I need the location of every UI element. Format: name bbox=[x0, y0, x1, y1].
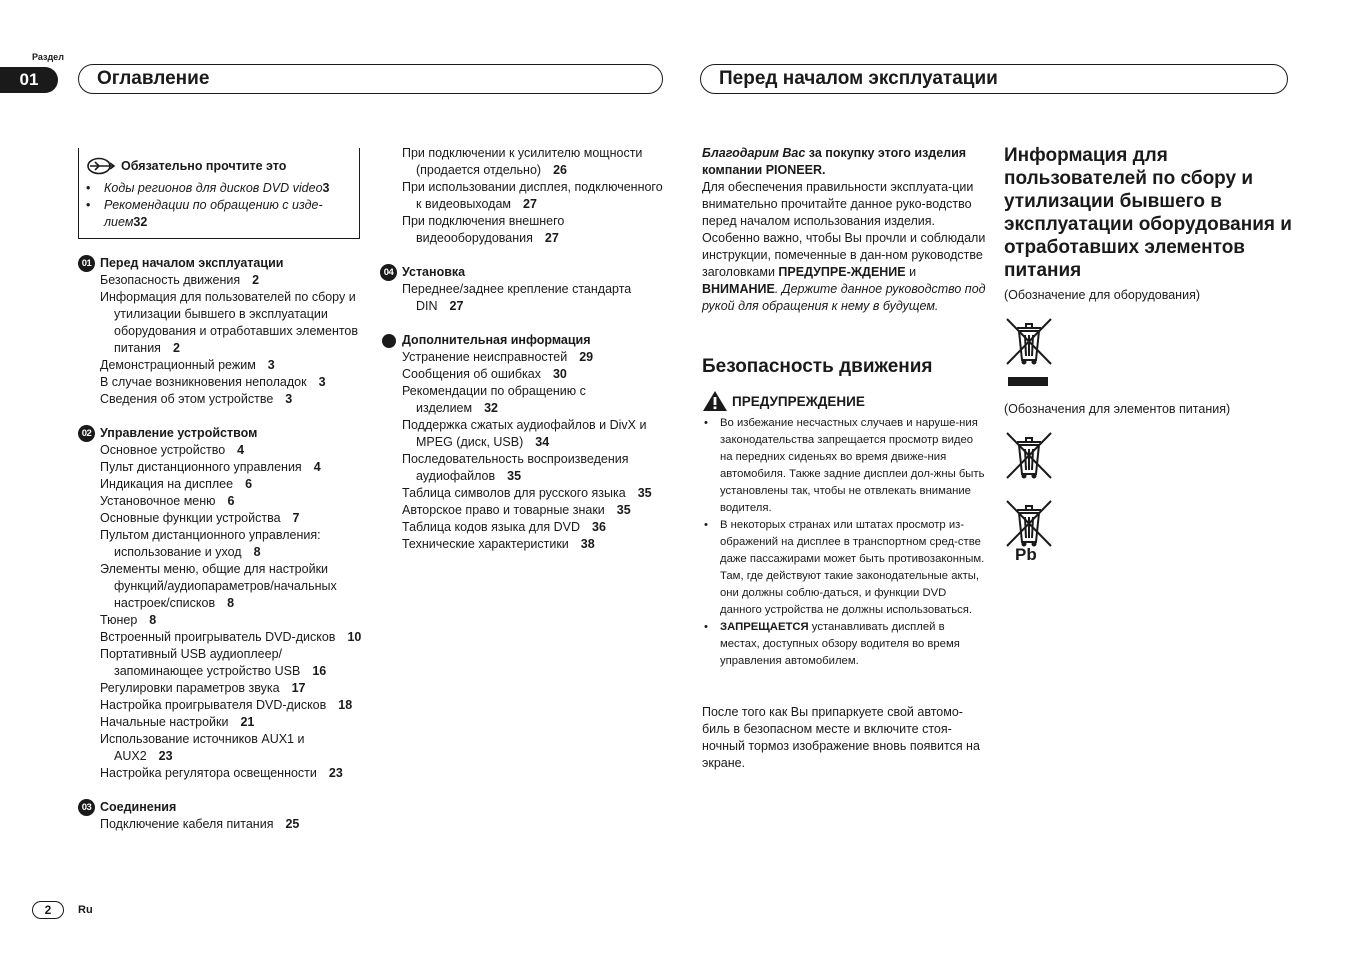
toc-page-number: 8 bbox=[149, 613, 157, 627]
toc-page-number: 4 bbox=[237, 443, 245, 457]
toc-entry[interactable]: Подключение кабеля питания 25 bbox=[100, 817, 300, 831]
toc-entry[interactable]: Таблица символов для русского языка 35 bbox=[402, 486, 652, 500]
toc-page-number: 6 bbox=[227, 494, 235, 508]
toc-page-number: 3 bbox=[267, 358, 275, 372]
toc-page-number: 8 bbox=[227, 596, 235, 610]
toc-column-2 bbox=[380, 264, 664, 570]
section-badge: 04 bbox=[380, 264, 397, 281]
toc-entry[interactable]: Рекомендации по обращению с изделием 32 bbox=[402, 384, 586, 415]
toc-entry[interactable]: Регулировки параметров звука 17 bbox=[100, 681, 306, 695]
toc-section-heading[interactable]: 03 Соединения bbox=[78, 799, 363, 816]
toc-entry[interactable]: Настройка проигрывателя DVD-дисков 18 bbox=[100, 698, 353, 712]
intro-paragraph: Благодарим Вас за покупку этого изделия компании PIONEER. Для обеспечения правильности эксплуата-ции внимательно прочитайте данное руко-водство перед началом использования изделия. Особенно важно, чтобы Вы прочли и соблюдали инструкции, помеченные в дан-ном руководстве заголовками ПРЕДУПРЕ-ЖДЕНИЕ и ВНИМАНИЕ. Держите данное руководство под рукой для обращения к нему в будущем. bbox=[702, 146, 986, 313]
toc-page-number: 36 bbox=[592, 520, 606, 534]
section-number: 01 bbox=[0, 67, 58, 93]
toc-section-heading[interactable]: 02 Управление устройством bbox=[78, 425, 363, 442]
crossed-bin-battery-icon bbox=[1004, 430, 1054, 482]
toc-page-number: 3 bbox=[318, 375, 326, 389]
notice-title bbox=[86, 157, 286, 175]
toc-column-1 bbox=[78, 255, 363, 850]
toc-section bbox=[380, 264, 664, 315]
toc-entry[interactable]: Тюнер 8 bbox=[100, 613, 157, 627]
toc-page-number: 17 bbox=[291, 681, 306, 695]
toc-section-heading[interactable]: Дополнительная информация bbox=[380, 332, 664, 349]
toc-section bbox=[78, 799, 363, 833]
toc-page-number: 38 bbox=[580, 537, 595, 551]
toc-entry[interactable]: Встроенный проигрыватель DVD-дисков 10 bbox=[100, 630, 362, 644]
equipment-caption: (Обозначение для оборудования) bbox=[1004, 288, 1200, 302]
toc-entry[interactable]: При подключения внешнего видеооборудования 27 bbox=[402, 214, 565, 245]
toc-page-number: 16 bbox=[312, 664, 327, 678]
toc-entry[interactable]: Использование источников AUX1 и AUX2 23 bbox=[100, 732, 305, 763]
toc-entry[interactable]: Информация для пользователей по сбору и утилизации бывшего в эксплуатации оборудования и отработавших элементов питания 2 bbox=[100, 290, 359, 355]
toc-page-number: 3 bbox=[285, 392, 293, 406]
toc-entry[interactable]: Авторское право и товарные знаки 35 bbox=[402, 503, 631, 517]
warning-title-text: ПРЕДУПРЕЖДЕНИЕ bbox=[732, 393, 865, 409]
toc-entry[interactable]: Сообщения об ошибках 30 bbox=[402, 367, 567, 381]
toc-page-number: 26 bbox=[553, 163, 567, 177]
toc-page-number: 30 bbox=[552, 367, 567, 381]
toc-page-number: 27 bbox=[449, 299, 464, 313]
section-badge: 03 bbox=[78, 799, 95, 816]
toc-entry[interactable]: Последовательность воспроизведения аудиофайлов 35 bbox=[402, 452, 629, 483]
lead-label: Pb bbox=[1015, 545, 1037, 564]
toc-entry[interactable]: Пультом дистанционного управления: использование и уход 8 bbox=[100, 528, 321, 559]
language-code: Ru bbox=[78, 904, 93, 916]
toc-entry[interactable]: Портативный USB аудиоплеер/ запоминающее устройство USB 16 bbox=[100, 647, 327, 678]
toc-header bbox=[78, 64, 663, 94]
disposal-heading: Информация для пользователей по сбору и утилизации бывшего в эксплуатации оборудования и отработавших элементов питания bbox=[1004, 145, 1292, 281]
toc-entry[interactable]: При подключении к усилителю мощности (продается отдельно) 26 bbox=[402, 146, 643, 177]
toc-section bbox=[380, 332, 664, 553]
toc-entry[interactable]: Основные функции устройства 7 bbox=[100, 511, 300, 525]
toc-header-title: Оглавление bbox=[97, 68, 210, 89]
intro-header bbox=[700, 64, 1288, 94]
toc-entry[interactable]: Сведения об этом устройстве 3 bbox=[100, 392, 293, 406]
crossed-bin-equipment-icon bbox=[1004, 316, 1054, 388]
toc-entry[interactable]: Демонстрационный режим 3 bbox=[100, 358, 275, 372]
toc-section bbox=[78, 255, 363, 408]
section-dot-icon bbox=[382, 334, 396, 348]
toc-entry[interactable]: Поддержка сжатых аудиофайлов и DivX и MPEG (диск, USB) 34 bbox=[402, 418, 647, 449]
toc-section-heading[interactable]: 04 Установка bbox=[380, 264, 664, 281]
safety-heading: Безопасность движения bbox=[702, 356, 933, 377]
toc-page-number: 7 bbox=[292, 511, 300, 525]
toc-section bbox=[78, 425, 363, 782]
toc-entry[interactable]: Таблица кодов языка для DVD 36 bbox=[402, 520, 606, 534]
notice-item[interactable]: • Рекомендации по обращению с изде-лием32 bbox=[86, 197, 356, 231]
read-first-icon bbox=[86, 157, 118, 175]
toc-page-number: 35 bbox=[637, 486, 652, 500]
toc-entry[interactable]: Устранение неисправностей 29 bbox=[402, 350, 594, 364]
toc-entry[interactable]: В случае возникновения неполадок 3 bbox=[100, 375, 326, 389]
section-label: Раздел bbox=[32, 52, 64, 62]
warning-title bbox=[702, 390, 865, 412]
toc-page-number: 27 bbox=[523, 197, 537, 211]
toc-page-number: 27 bbox=[544, 231, 559, 245]
toc-page-number: 29 bbox=[579, 350, 594, 364]
toc-entry[interactable]: Технические характеристики 38 bbox=[402, 537, 595, 551]
toc-page-number: 35 bbox=[616, 503, 631, 517]
parking-paragraph: После того как Вы припаркуете свой автомо-биль в безопасном месте и включите стоя-ночный тормоз изображение вновь появится на экране. bbox=[702, 705, 980, 770]
toc-page-number: 32 bbox=[484, 401, 498, 415]
toc-page-number: 4 bbox=[313, 460, 321, 474]
toc-page-number: 23 bbox=[158, 749, 173, 763]
warning-item: • ЗАПРЕЩАЕТСЯ устанавливать дисплей в местах, доступных обзору водителя во время управления автомобилем. bbox=[702, 619, 987, 670]
toc-entry[interactable]: Элементы меню, общие для настройки функций/аудиопараметров/начальных настроек/списков 8 bbox=[100, 562, 337, 610]
intro-header-title: Перед началом эксплуатации bbox=[719, 68, 998, 89]
toc-page-number: 34 bbox=[535, 435, 550, 449]
toc-page-number: 2 bbox=[252, 273, 260, 287]
toc-page-number: 21 bbox=[240, 715, 255, 729]
notice-item[interactable]: • Коды регионов для дисков DVD video3 bbox=[86, 180, 356, 197]
toc-entry[interactable]: Начальные настройки 21 bbox=[100, 715, 255, 729]
section-badge: 01 bbox=[78, 255, 95, 272]
toc-page-number: 10 bbox=[347, 630, 362, 644]
warning-icon bbox=[702, 390, 728, 412]
toc-page-number: 25 bbox=[285, 817, 300, 831]
toc-section-heading[interactable]: 01 Перед началом эксплуатации bbox=[78, 255, 363, 272]
toc-entry[interactable]: Пульт дистанционного управления 4 bbox=[100, 460, 321, 474]
page-number: 2 bbox=[32, 901, 64, 919]
toc-page-number: 8 bbox=[253, 545, 261, 559]
notice-list bbox=[86, 180, 356, 231]
toc-page-number: 23 bbox=[328, 766, 343, 780]
toc-entry[interactable]: Установочное меню 6 bbox=[100, 494, 235, 508]
toc-page-number: 2 bbox=[172, 341, 180, 355]
section-badge: 02 bbox=[78, 425, 95, 442]
toc-column-2-continued bbox=[380, 145, 664, 247]
toc-page-number: 6 bbox=[245, 477, 253, 491]
toc-entry[interactable]: Настройка регулятора освещенности 23 bbox=[100, 766, 343, 780]
toc-entry[interactable]: Переднее/заднее крепление стандарта DIN 27 bbox=[402, 282, 632, 313]
toc-entry[interactable]: Безопасность движения 2 bbox=[100, 273, 260, 287]
toc-entry[interactable]: Индикация на дисплее 6 bbox=[100, 477, 253, 491]
toc-page-number: 35 bbox=[507, 469, 522, 483]
crossed-bin-lead-icon bbox=[1004, 498, 1054, 548]
battery-caption: (Обозначения для элементов питания) bbox=[1004, 402, 1231, 416]
toc-entry[interactable]: При использовании дисплея, подключенного к видеовыходам 27 bbox=[402, 180, 663, 211]
warning-list bbox=[702, 415, 987, 670]
toc-page-number: 18 bbox=[338, 698, 353, 712]
notice-title-text: Обязательно прочтите это bbox=[121, 159, 287, 173]
warning-item: • В некоторых странах или штатах просмотр из-ображений на дисплее в транспортном сред-стве даже пассажирами может быть противозаконным. Там, где действуют такие законодательные акты, они должны соблю-даться, и функции DVD данного устройства не должны использоваться. bbox=[702, 517, 987, 619]
warning-item: • Во избежание несчастных случаев и наруше-ния законодательства запрещается просмотр видео на передних сиденьях во время движе-ния автомобиля. Также задние дисплеи дол-жны быть установлены так, чтобы не отвлекать внимание водителя. bbox=[702, 415, 987, 517]
toc-entry[interactable]: Основное устройство 4 bbox=[100, 443, 245, 457]
